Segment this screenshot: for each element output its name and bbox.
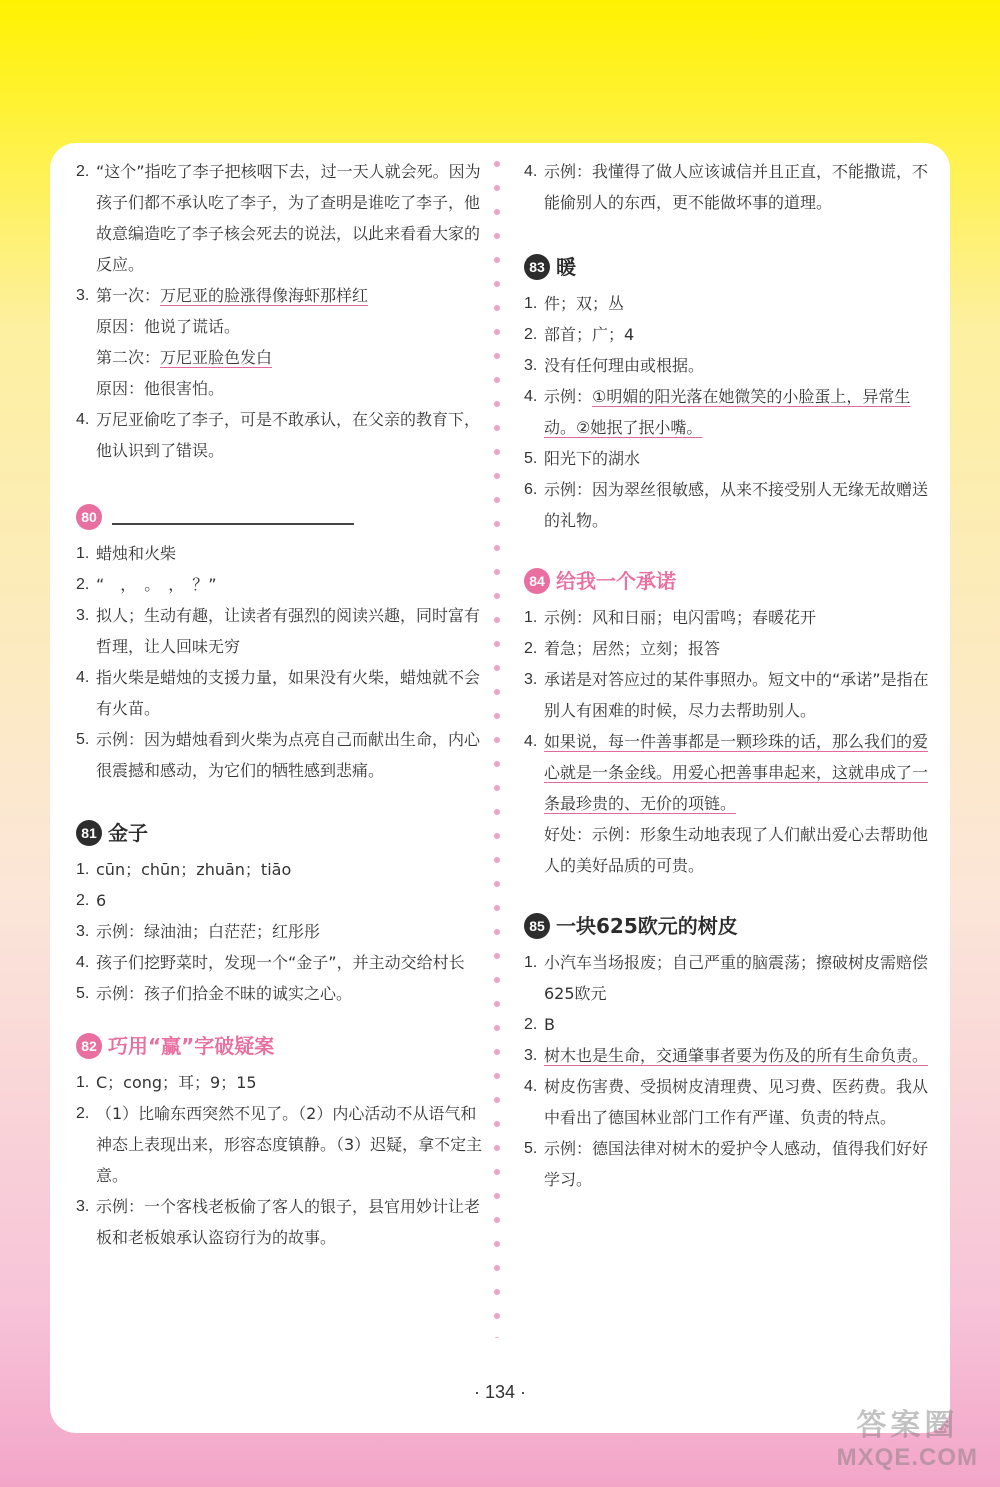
reason-line: 原因：他很害怕。 (96, 379, 225, 398)
item-number: 1. (524, 609, 538, 626)
answer-item (524, 664, 932, 726)
section-number-badge: 85 (524, 913, 550, 939)
item-text: 示例：绿油油；白茫茫；红彤彤 (96, 922, 321, 941)
answer-item (524, 474, 932, 536)
item-number: 3. (524, 1047, 538, 1064)
item-number: 1. (76, 545, 90, 562)
answer-item (524, 1071, 932, 1133)
answer-item (76, 156, 484, 280)
section-number-badge: 80 (76, 504, 102, 530)
item-number: 5. (76, 731, 90, 748)
item-number: 2. (524, 326, 538, 343)
site-watermark (837, 1400, 978, 1472)
item-number: 2. (76, 163, 90, 180)
answer-item (524, 156, 932, 218)
section-title: 暖 (556, 254, 576, 279)
item-number: 4. (524, 1078, 538, 1095)
section-number-badge: 83 (524, 254, 550, 280)
underlined-answer: 万尼亚的脸涨得像海虾那样红 (160, 286, 369, 305)
item-text: 部首；广；4 (544, 325, 635, 344)
section-header-84 (524, 562, 932, 600)
item-text: 示例：德国法律对树木的爱护令人感动，值得我们好好学习。 (544, 1139, 929, 1189)
item-text: 6 (96, 891, 107, 910)
item-number: 4. (524, 163, 538, 180)
item-text: 示例：因为翠丝很敏感，从来不接受别人无缘无故赠送的礼物。 (544, 480, 929, 530)
section-number-badge: 82 (76, 1033, 102, 1059)
answer-item (76, 1067, 484, 1098)
item-text: 没有任何理由或根据。 (544, 356, 705, 375)
item-text: 件；双；丛 (544, 294, 625, 313)
item-text: 着急；居然；立刻；报答 (544, 639, 721, 658)
right-column (524, 156, 932, 1195)
item-number: 2. (76, 1105, 90, 1122)
item-number: 3. (76, 923, 90, 940)
answer-item (76, 885, 484, 916)
watermark-logo-text: 答案圈 (856, 1409, 959, 1442)
answer-item (524, 633, 932, 664)
section-title: 巧用“赢”字破疑案 (108, 1033, 275, 1058)
answer-item (524, 319, 932, 350)
item-text (544, 1040, 932, 1071)
item-number: 1. (524, 295, 538, 312)
answer-item (524, 288, 932, 319)
item-text: 阳光下的湖水 (544, 449, 641, 468)
item-text (544, 726, 932, 819)
item-text: 孩子们挖野菜时，发现一个“金子”，并主动交给村长 (96, 953, 465, 972)
answer-item (76, 947, 484, 978)
item-number: 6. (524, 481, 538, 498)
label-first: 第一次： (96, 286, 161, 305)
page-number: · 134 · (473, 1382, 527, 1402)
label-second: 第二次： (96, 348, 161, 367)
answer-item (76, 404, 484, 466)
section-header-85 (524, 907, 932, 945)
item-text (96, 280, 484, 311)
item-number: 5. (524, 1140, 538, 1157)
item-text: 万尼亚偷吃了李子，可是不敢承认，在父亲的教育下，他认识到了错误。 (96, 410, 481, 460)
answer-item (76, 854, 484, 885)
underlined-answer: 万尼亚脸色发白 (160, 348, 273, 367)
answer-item (524, 1040, 932, 1071)
item-text: C；cong；耳；9；15 (96, 1073, 257, 1092)
item-text: 示例：因为蜡烛看到火柴为点亮自己而献出生命，内心很震撼和感动，为它们的牺牲感到悲痛。 (96, 730, 481, 780)
answer-item (524, 726, 932, 819)
item-text: 树皮伤害费、受损树皮清理费、见习费、医药费。我从中看出了德国林业部门工作有严谨、负责的特点。 (544, 1077, 929, 1127)
benefit-line: 好处：示例：形象生动地表现了人们献出爱心去帮助他人的美好品质的可贵。 (544, 825, 929, 875)
underlined-answer: ①明媚的阳光落在她微笑的小脸蛋上，异常生动。②她抿了抿小嘴。 (544, 387, 911, 437)
answer-item (76, 600, 484, 662)
section-number-badge: 84 (524, 568, 550, 594)
item-number: 4. (524, 733, 538, 750)
item-number: 4. (76, 411, 90, 428)
item-number: 1. (76, 861, 90, 878)
item-text: 小汽车当场报废；自己严重的脑震荡；擦破树皮需赔偿625欧元 (544, 953, 929, 1003)
item-text: 示例：一个客栈老板偷了客人的银子，县官用妙计让老板和老板娘承认盗窃行为的故事。 (96, 1197, 481, 1247)
item-text: 示例：孩子们拾金不昧的诚实之心。 (96, 984, 353, 1003)
item-number: 1. (76, 1074, 90, 1091)
section-header-83 (524, 248, 932, 286)
answer-item (76, 1191, 484, 1253)
answer-item (524, 947, 932, 1009)
answer-item (76, 280, 484, 311)
item-number: 1. (524, 954, 538, 971)
answer-item (76, 978, 484, 1009)
item-number: 3. (524, 357, 538, 374)
answer-item (524, 381, 932, 443)
answer-item (524, 1009, 932, 1040)
heart-divider (488, 158, 506, 1338)
item-text: “这个”指吃了李子把核咽下去，过一天人就会死。因为孩子们都不承认吃了李子，为了查明是谁吃了李子，他故意编造吃了李子核会死去的说法，以此来看看大家的反应。 (96, 162, 481, 274)
item-text: （1）比喻东西突然不见了。（2）内心活动不从语气和神态上表现出来，形容态度镇静。（3）迟疑，拿不定主意。 (96, 1104, 483, 1185)
item-number: 2. (76, 892, 90, 909)
watermark-url: MXQE.COM (836, 1444, 978, 1471)
answer-item (76, 1098, 484, 1191)
section-title: 一块625欧元的树皮 (556, 913, 738, 938)
reason-line: 原因：他说了谎话。 (96, 317, 241, 336)
item-number: 4. (524, 388, 538, 405)
section-title: 给我一个承诺 (556, 568, 676, 593)
item-number: 2. (524, 640, 538, 657)
example-label: 示例： (544, 387, 593, 406)
second-line (76, 342, 484, 373)
item-number: 5. (524, 450, 538, 467)
underlined-answer: 如果说，每一件善事都是一颗珍珠的话，那么我们的爱心就是一条金线。用爱心把善事串起来，这就串成了一条最珍贵的、无价的项链。 (544, 732, 929, 813)
item-number: 5. (76, 985, 90, 1002)
item-text: 示例：我懂得了做人应该诚信并且正直，不能撒谎，不能偷别人的东西，更不能做坏事的道理。 (544, 162, 929, 212)
answer-item (76, 538, 484, 569)
left-column (76, 156, 484, 1253)
item-number: 2. (524, 1016, 538, 1033)
answer-item (76, 916, 484, 947)
item-text: 蜡烛和火柴 (96, 544, 177, 563)
answer-item (524, 443, 932, 474)
underlined-answer: 树木也是生命，交通肇事者要为伤及的所有生命负责。 (544, 1046, 929, 1065)
answer-item (76, 724, 484, 786)
item-number: 3. (76, 1198, 90, 1215)
section-header-82 (76, 1027, 484, 1065)
item-number: 3. (76, 287, 90, 304)
item-number: 2. (76, 576, 90, 593)
answer-item (524, 602, 932, 633)
item-number: 3. (76, 607, 90, 624)
item-number: 3. (524, 671, 538, 688)
section-title: 金子 (108, 820, 148, 845)
item-number: 4. (76, 669, 90, 686)
answer-item (76, 662, 484, 724)
section-header-80 (76, 498, 484, 536)
item-text (544, 381, 932, 443)
answer-item (524, 350, 932, 381)
item-text: cūn；chūn；zhuān；tiāo (96, 860, 292, 879)
item-text: 承诺是对答应过的某件事照办。短文中的“承诺”是指在别人有困难的时候，尽力去帮助别人。 (544, 670, 929, 720)
answer-item (524, 1133, 932, 1195)
title-blank-line (112, 509, 354, 525)
item-number: 4. (76, 954, 90, 971)
item-text: B (544, 1015, 555, 1034)
section-header-81 (76, 814, 484, 852)
item-text: 拟人；生动有趣，让读者有强烈的阅读兴趣，同时富有哲理，让人回味无穷 (96, 606, 481, 656)
section-number-badge: 81 (76, 820, 102, 846)
item-text: “ ， 。 ， ？” (96, 575, 217, 594)
answer-item (76, 569, 484, 600)
item-text: 指火柴是蜡烛的支援力量，如果没有火柴，蜡烛就不会有火苗。 (96, 668, 481, 718)
item-text: 示例：风和日丽；电闪雷鸣；春暖花开 (544, 608, 817, 627)
